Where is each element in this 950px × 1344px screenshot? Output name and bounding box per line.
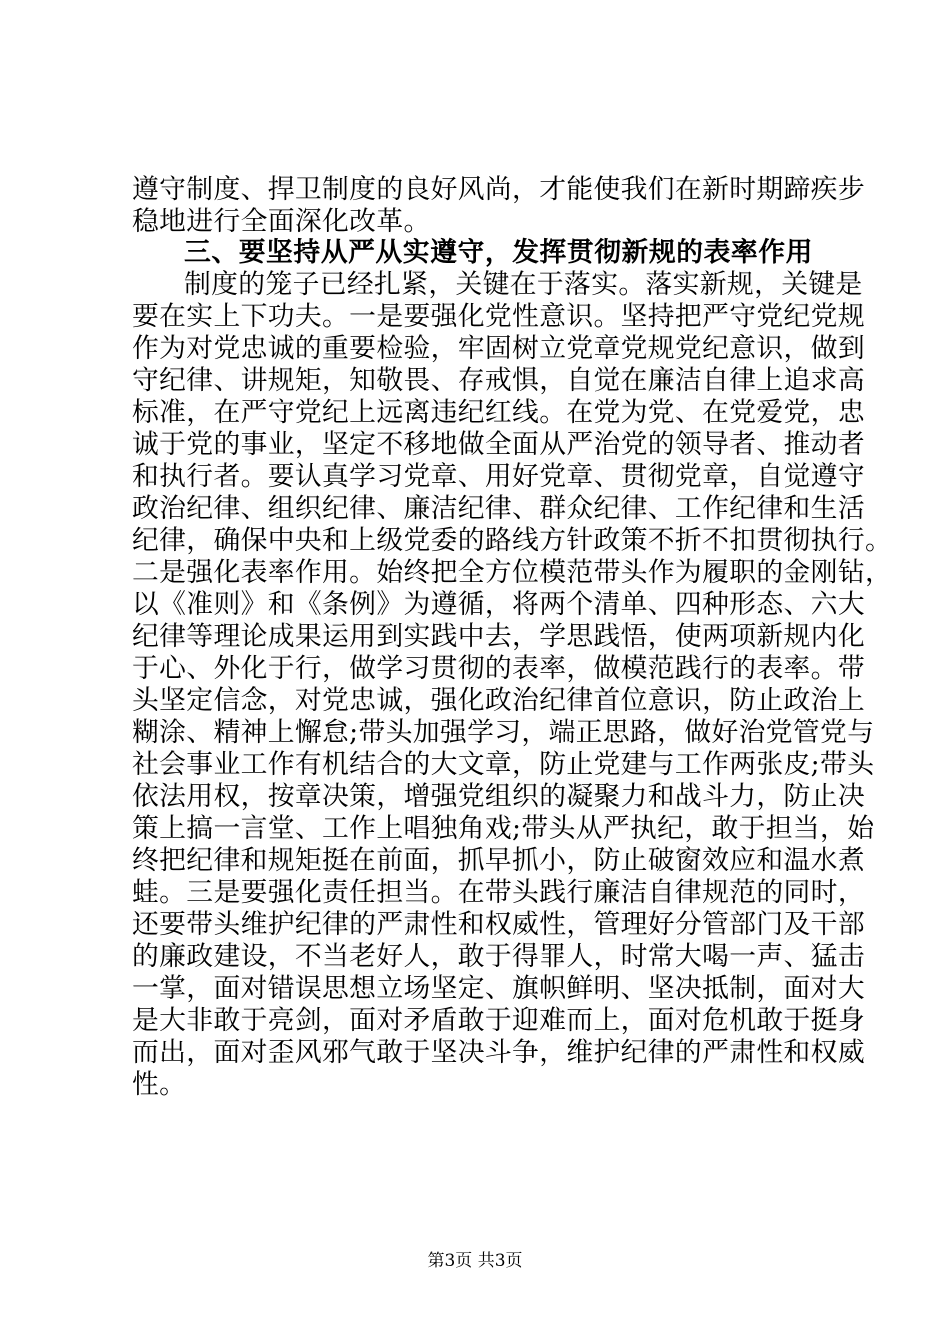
- text-line: 一掌，面对错误思想立场坚定、旗帜鲜明、坚决抵制，面对大: [132, 973, 865, 1004]
- text-line: 作为对党忠诚的重要检验，牢固树立党章党规党纪意识，做到: [132, 333, 865, 364]
- text-line: 终把纪律和规矩挺在前面，抓早抓小，防止破窗效应和温水煮: [132, 845, 865, 876]
- text-line: 标准，在严守党纪上远离违纪红线。在党为党、在党爱党，忠: [132, 397, 865, 428]
- text-line: 纪律，确保中央和上级党委的路线方针政策不折不扣贯彻执行。: [132, 525, 893, 556]
- text-line: 是大非敢于亮剑，面对矛盾敢于迎难而上，面对危机敢于挺身: [132, 1005, 865, 1036]
- text-line: 守纪律、讲规矩，知敬畏、存戒惧，自觉在廉洁自律上追求高: [132, 365, 865, 396]
- text-line: 而出，面对歪风邪气敢于坚决斗争，维护纪律的严肃性和权威: [132, 1037, 865, 1068]
- text-line: 稳地进行全面深化改革。: [132, 206, 431, 237]
- page-number-footer: 第3页 共3页: [427, 1251, 523, 1271]
- section-heading: 三、要坚持从严从实遵守，发挥贯彻新规的表率作用: [184, 237, 813, 268]
- text-line: 以《准则》和《条例》为遵循，将两个清单、四种形态、六大: [132, 589, 865, 620]
- text-line: 的廉政建设，不当老好人，敢于得罪人，时常大喝一声、猛击: [132, 941, 865, 972]
- text-line: 制度的笼子已经扎紧，关键在于落实。落实新规，关键是: [184, 269, 863, 300]
- text-line: 依法用权，按章决策，增强党组织的凝聚力和战斗力，防止决: [132, 781, 865, 812]
- text-line: 于心、外化于行，做学习贯彻的表率，做模范践行的表率。带: [132, 653, 865, 684]
- text-line: 策上搞一言堂、工作上唱独角戏;带头从严执纪，敢于担当，始: [132, 813, 875, 844]
- text-line: 糊涂、精神上懈怠;带头加强学习，端正思路，做好治党管党与: [132, 717, 875, 748]
- text-line: 二是强化表率作用。始终把全方位模范带头作为履职的金刚钻，: [132, 557, 893, 588]
- text-line: 和执行者。要认真学习党章、用好党章、贯彻党章，自觉遵守: [132, 461, 865, 492]
- text-line: 遵守制度、捍卫制度的良好风尚，才能使我们在新时期蹄疾步: [132, 174, 865, 205]
- text-line: 政治纪律、组织纪律、廉洁纪律、群众纪律、工作纪律和生活: [132, 493, 865, 524]
- text-line: 诚于党的事业，坚定不移地做全面从严治党的领导者、推动者: [132, 429, 865, 460]
- text-line: 还要带头维护纪律的严肃性和权威性，管理好分管部门及干部: [132, 909, 865, 940]
- text-line: 纪律等理论成果运用到实践中去，学思践悟，使两项新规内化: [132, 621, 865, 652]
- text-line: 性。: [132, 1069, 187, 1100]
- text-line: 要在实上下功夫。一是要强化党性意识。坚持把严守党纪党规: [132, 301, 865, 332]
- text-line: 社会事业工作有机结合的大文章，防止党建与工作两张皮;带头: [132, 749, 875, 780]
- text-line: 头坚定信念，对党忠诚，强化政治纪律首位意识，防止政治上: [132, 685, 865, 716]
- text-line: 蛙。三是要强化责任担当。在带头践行廉洁自律规范的同时，: [132, 877, 865, 908]
